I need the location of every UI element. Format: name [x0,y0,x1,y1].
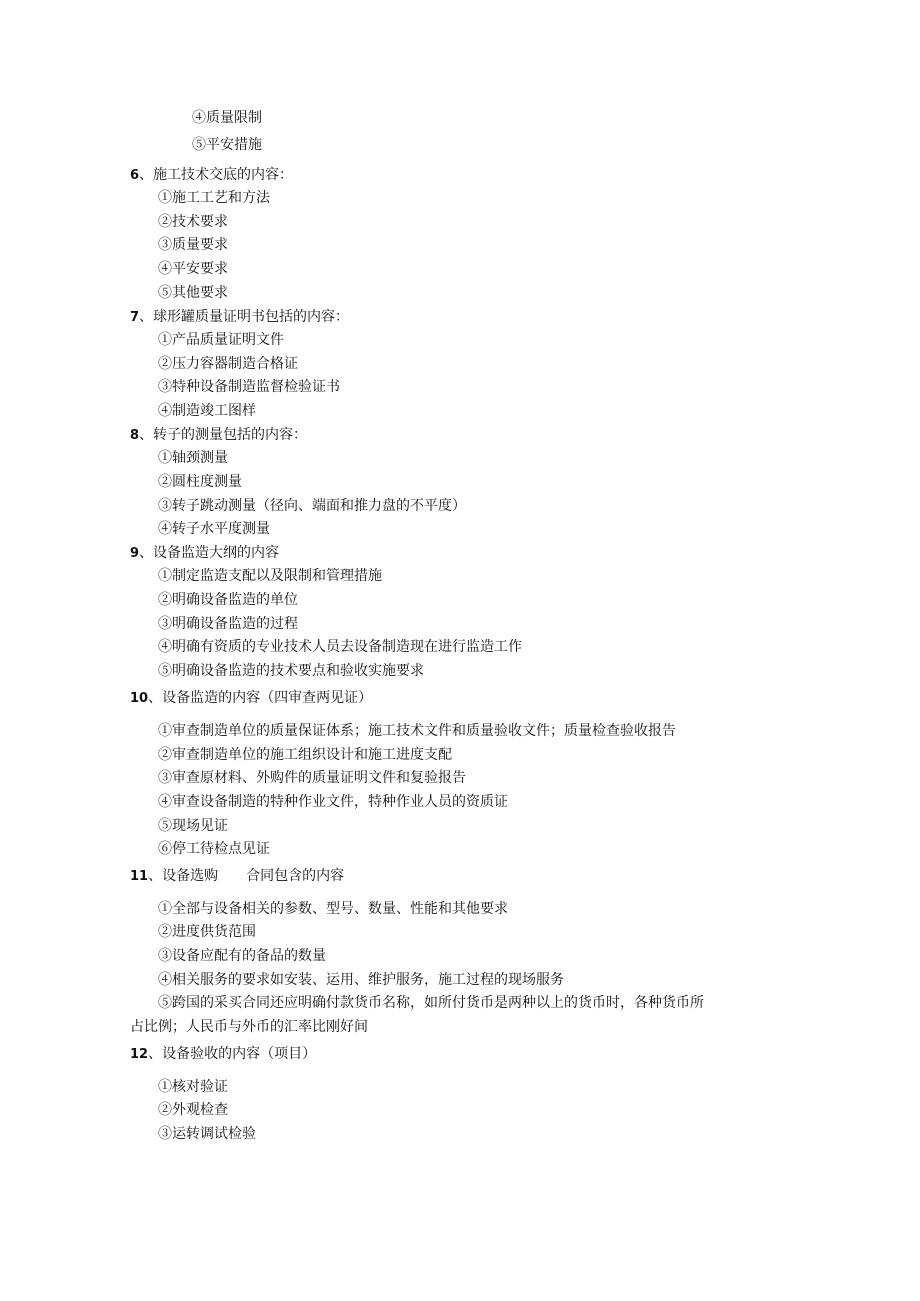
list-item: ④转子水平度测量 [158,521,270,537]
list-item: ⑤明确设备监造的技术要点和验收实施要求 [158,663,424,679]
list-item-continuation: 占比例；人民币与外币的汇率比刚好间 [130,1019,368,1035]
section-title: 、球形罐质量证明书包括的内容： [139,309,350,325]
section-number: 6 [130,168,140,183]
list-item: ①轴颈测量 [158,450,228,466]
section-heading [130,1044,316,1065]
list-item: ④质量限制 [192,110,262,126]
section-number: 8 [130,428,140,443]
list-item: ③质量要求 [158,237,228,253]
list-item: ②明确设备监造的单位 [158,592,298,608]
list-item: ③明确设备监造的过程 [158,616,298,632]
section-title: 、设备选购 合同包含的内容 [148,868,345,884]
list-item: ⑤其他要求 [158,285,228,301]
section-title: 、设备验收的内容（项目） [148,1046,317,1062]
list-item: ③特种设备制造监督检验证书 [158,379,340,395]
section-number: 12 [130,1047,149,1062]
list-item: ③审查原材料、外购件的质量证明文件和复验报告 [158,770,466,786]
section-number: 9 [130,546,140,561]
section-heading [130,543,279,564]
section-title: 、设备监造大纲的内容 [139,545,280,561]
section-number: 10 [130,691,149,706]
list-item: ②审查制造单位的施工组织设计和施工进度支配 [158,747,452,763]
list-item: ⑤平安措施 [192,137,262,153]
list-item: ①制定监造支配以及限制和管理措施 [158,568,382,584]
list-item: ②压力容器制造合格证 [158,356,298,372]
list-item: ①审查制造单位的质量保证体系；施工技术文件和质量验收文件；质量检查验收报告 [158,723,676,739]
section-heading [130,866,344,887]
section-heading [130,425,307,446]
section-title: 、设备监造的内容（四审查两见证） [148,690,373,706]
list-item: ①产品质量证明文件 [158,332,284,348]
section-number: 11 [130,869,149,884]
list-item: ②外观检查 [158,1102,228,1118]
list-item: ④平安要求 [158,261,228,277]
list-item: ④相关服务的要求如安装、运用、维护服务，施工过程的现场服务 [158,972,564,988]
list-item: ①全部与设备相关的参数、型号、数量、性能和其他要求 [158,901,508,917]
list-item: ⑤跨国的采买合同还应明确付款货币名称，如所付货币是两种以上的货币时，各种货币所 [158,995,704,1011]
list-item: ⑤现场见证 [158,818,228,834]
list-item: ⑥停工待检点见证 [158,841,270,857]
section-heading [130,165,293,186]
section-number: 7 [130,310,140,325]
list-item: ④明确有资质的专业技术人员去设备制造现在进行监造工作 [158,639,522,655]
section-heading [130,688,372,709]
list-item: ③设备应配有的备品的数量 [158,948,326,964]
list-item: ①核对验证 [158,1079,228,1095]
list-item: ①施工工艺和方法 [158,190,270,206]
section-heading [130,307,349,328]
section-title: 、施工技术交底的内容： [139,167,294,183]
list-item: ②进度供货范围 [158,924,256,940]
list-item: ②圆柱度测量 [158,474,242,490]
list-item: ③运转调试检验 [158,1126,256,1142]
list-item: ②技术要求 [158,214,228,230]
section-title: 、转子的测量包括的内容： [139,427,308,443]
list-item: ③转子跳动测量（径向、端面和推力盘的不平度） [158,498,466,514]
list-item: ④制造竣工图样 [158,403,256,419]
list-item: ④审查设备制造的特种作业文件，特种作业人员的资质证 [158,794,508,810]
